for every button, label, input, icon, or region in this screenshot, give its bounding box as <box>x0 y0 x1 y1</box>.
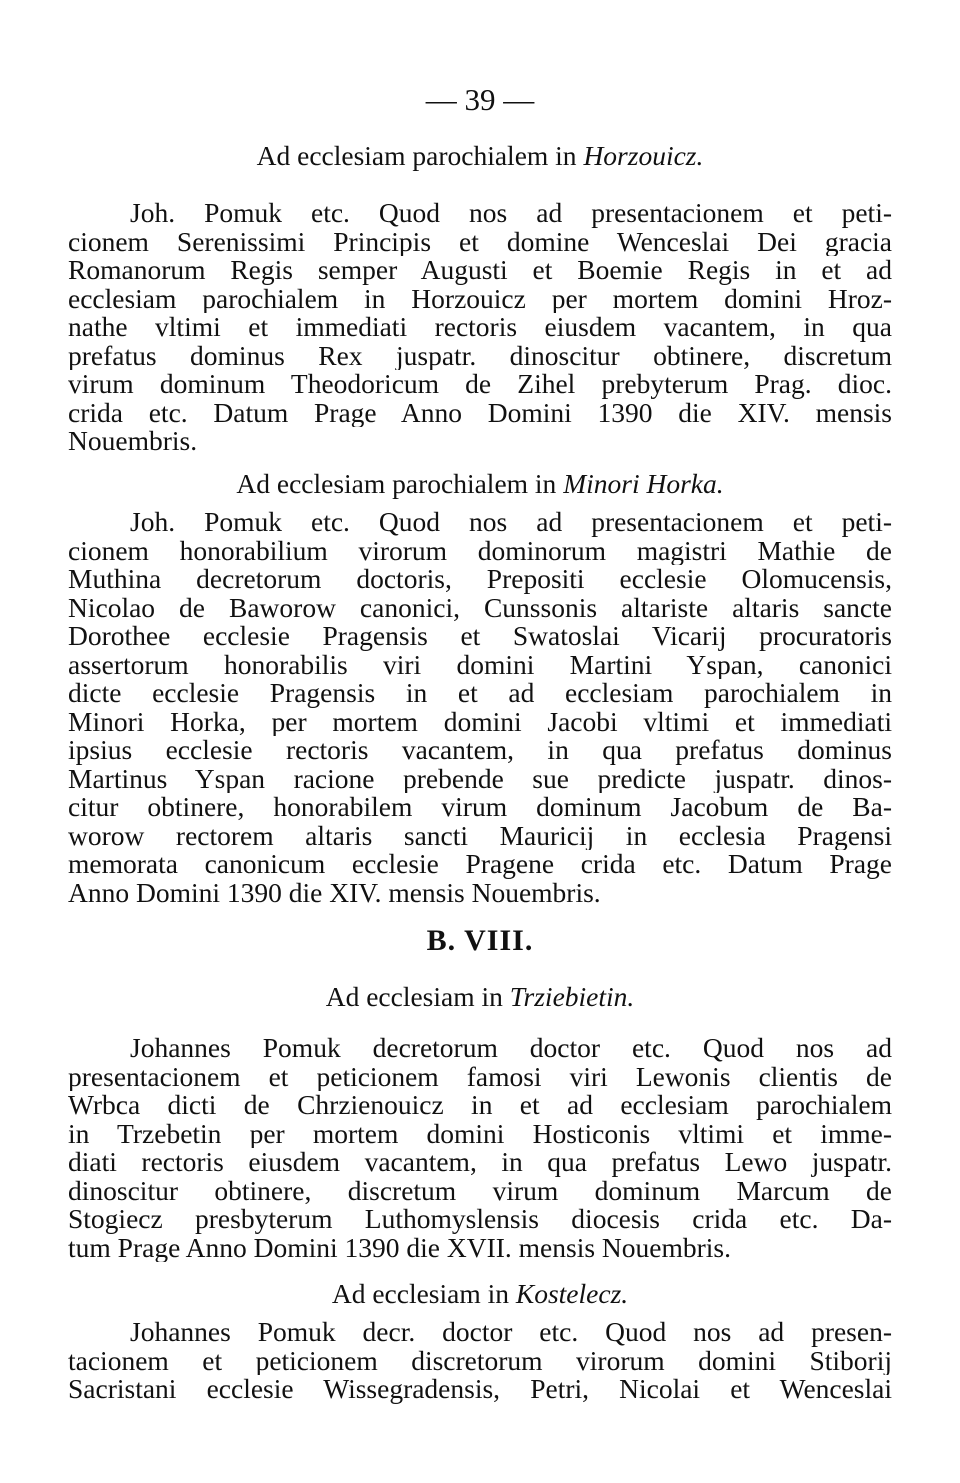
text-line: Johannes Pomuk decretorum doctor etc. Quod nos ad <box>130 1034 892 1063</box>
entry-paragraph <box>68 199 892 456</box>
text-line: tacionem et peticionem discretorum virorum domini Stiborij <box>68 1346 892 1375</box>
text-line: citur obtinere, honorabilem virum dominum Jacobum de Ba- <box>68 793 892 822</box>
text-line: virum dominum Theodoricum de Zihel prebyterum Prag. dioc. <box>68 370 892 399</box>
text-line: cionem Serenissimi Principis et domine Wenceslai Dei gracia <box>68 227 892 256</box>
text-line: Nouembris. <box>68 427 198 456</box>
text-line: dicte ecclesie Pragensis in et ad ecclesiam parochialem in <box>68 679 892 708</box>
entry-heading <box>0 140 960 172</box>
text-line: Nicolao de Baworow canonici, Cunssonis altariste altaris sancte <box>68 593 892 622</box>
text-line: Minori Horka, per mortem domini Jacobi vltimi et immediati <box>68 707 892 736</box>
text-line: tum Prage Anno Domini 1390 die XVII. mensis Nouembris. <box>68 1233 731 1262</box>
entry-heading <box>0 981 960 1013</box>
text-line: Stogiecz presbyterum Luthomyslensis diocesis crida etc. Da- <box>68 1205 892 1234</box>
text-line: Johannes Pomuk decr. doctor etc. Quod nos ad presen- <box>130 1318 892 1347</box>
entry-paragraph <box>68 508 892 907</box>
text-line: Martinus Yspan racione prebende sue predicte juspatr. dinos- <box>68 764 892 793</box>
text-line: presentacionem et peticionem famosi viri Lewonis clientis de <box>68 1062 892 1091</box>
text-line: Wrbca dicti de Chrzienouicz in et ad ecclesiam parochialem <box>68 1091 892 1120</box>
text-line: ipsius ecclesie rectoris vacantem, in qua prefatus dominus <box>68 736 892 765</box>
text-line: Joh. Pomuk etc. Quod nos ad presentacionem et peti- <box>130 508 892 537</box>
heading-place: Horzouicz. <box>583 140 704 171</box>
heading-place: Trziebietin. <box>509 981 635 1012</box>
text-line: crida etc. Datum Prage Anno Domini 1390 die XIV. mensis <box>68 398 892 427</box>
page-number: — 39 — <box>425 82 535 117</box>
text-line: prefatus dominus Rex juspatr. dinoscitur obtinere, discretum <box>68 341 892 370</box>
entry-paragraph <box>68 1034 892 1262</box>
heading-place: Minori Horka. <box>563 468 724 499</box>
text-line: cionem honorabilium virorum dominorum magistri Mathie de <box>68 536 892 565</box>
entry-heading <box>0 1278 960 1310</box>
heading-text: Ad ecclesiam parochialem in <box>256 140 584 171</box>
text-line: memorata canonicum ecclesie Pragene crida etc. Datum Prage <box>68 850 892 879</box>
text-line: Joh. Pomuk etc. Quod nos ad presentacionem et peti- <box>130 199 892 228</box>
text-line: nathe vltimi et immediati rectoris eiusdem vacantem, in qua <box>68 313 892 342</box>
section-title: B. VIII. <box>426 924 534 957</box>
heading-text: Ad ecclesiam in <box>325 981 510 1012</box>
text-line: diati rectoris eiusdem vacantem, in qua prefatus Lewo juspatr. <box>68 1148 892 1177</box>
text-line: Sacristani ecclesie Wissegradensis, Petri, Nicolai et Wenceslai <box>68 1375 892 1404</box>
text-line: Muthina decretorum doctoris, Prepositi ecclesie Olomucensis, <box>68 565 892 594</box>
text-line: in Trzebetin per mortem domini Hosticonis vltimi et imme- <box>68 1119 892 1148</box>
heading-place: Kostelecz. <box>515 1278 629 1309</box>
text-line: dinoscitur obtinere, discretum virum dominum Marcum de <box>68 1176 892 1205</box>
text-line: Anno Domini 1390 die XIV. mensis Nouembris. <box>68 878 601 907</box>
entry-paragraph <box>68 1318 892 1404</box>
text-line: ecclesiam parochialem in Horzouicz per mortem domini Hroz- <box>68 284 892 313</box>
text-line: Dorothee ecclesie Pragensis et Swatoslai Vicarij procuratoris <box>68 622 892 651</box>
heading-text: Ad ecclesiam parochialem in <box>236 468 564 499</box>
text-line: Romanorum Regis semper Augusti et Boemie Regis in et ad <box>68 256 892 285</box>
text-line: worow rectorem altaris sancti Mauricij in ecclesia Pragensi <box>68 821 892 850</box>
entry-heading <box>0 468 960 500</box>
heading-text: Ad ecclesiam in <box>331 1278 516 1309</box>
text-line: assertorum honorabilis viri domini Martini Yspan, canonici <box>68 650 892 679</box>
